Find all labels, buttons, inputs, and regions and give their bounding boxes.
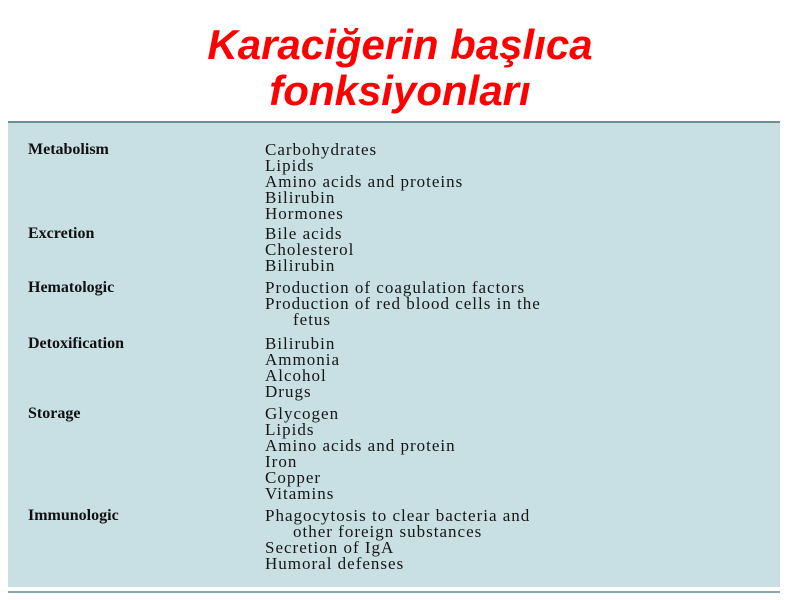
item-list: [265, 142, 463, 222]
list-item: Lipids: [265, 156, 315, 175]
item-list: [265, 280, 541, 328]
list-item: other foreign substances: [293, 522, 483, 541]
list-item: Carbohydrates: [265, 140, 378, 159]
category-label: Excretion: [28, 225, 95, 242]
category-label: Metabolism: [28, 141, 109, 158]
list-item: Glycogen: [265, 404, 340, 423]
list-item: Drugs: [265, 382, 312, 401]
item-list: [265, 226, 354, 274]
category-label: Detoxification: [28, 335, 124, 352]
list-item: Ammonia: [265, 350, 340, 369]
item-list: [265, 508, 530, 572]
list-item: Bile acids: [265, 224, 343, 243]
list-item: Bilirubin: [265, 188, 336, 207]
item-list: [265, 336, 340, 400]
list-item: Bilirubin: [265, 334, 336, 353]
list-item: Lipids: [265, 420, 315, 439]
liver-functions-table: [8, 121, 780, 587]
list-item: Alcohol: [265, 366, 327, 385]
list-item: fetus: [293, 310, 332, 329]
category-label: Hematologic: [28, 279, 115, 296]
list-item: Iron: [265, 452, 298, 471]
list-item: Production of coagulation factors: [265, 278, 526, 297]
title-line-2: fonksiyonları: [269, 67, 531, 114]
category-label: Storage: [28, 405, 81, 422]
item-list: [265, 406, 456, 502]
list-item: Copper: [265, 468, 322, 487]
slide-title: [0, 22, 800, 114]
list-item: Humoral defenses: [265, 554, 405, 573]
list-item: Phagocytosis to clear bacteria and: [265, 506, 531, 525]
list-item: Vitamins: [265, 484, 335, 503]
list-item: Cholesterol: [265, 240, 355, 259]
list-item: Bilirubin: [265, 256, 336, 275]
category-label: Immunologic: [28, 507, 119, 524]
list-item: Amino acids and proteins: [265, 172, 464, 191]
list-item: Production of red blood cells in the: [265, 294, 541, 313]
list-item: Hormones: [265, 204, 344, 223]
title-line-1: Karaciğerin başlıca: [207, 21, 593, 68]
list-item: Amino acids and protein: [265, 436, 456, 455]
list-item: Secretion of IgA: [265, 538, 395, 557]
